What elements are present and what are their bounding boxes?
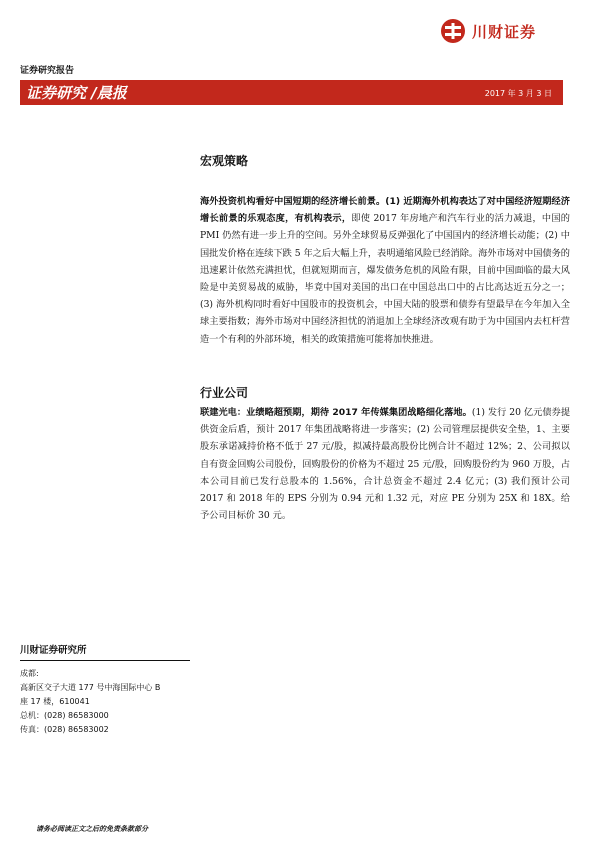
address-line: 高新区交子大道 177 号中海国际中心 B	[20, 683, 161, 692]
address-line: 座 17 楼，610041	[20, 697, 90, 706]
section-body-macro	[200, 193, 570, 348]
footer-disclaimer: 请务必阅读正文之后的免责条款部分	[36, 825, 148, 833]
brand-logo	[440, 16, 575, 46]
banner-accent	[560, 80, 563, 105]
banner-title: 证券研究 /晨报	[26, 84, 127, 102]
address-line: 成都:	[20, 669, 39, 678]
brand-name: 川财证券	[472, 22, 537, 41]
section-text-industry: (1) 发行 20 亿元债券提供资金后盾，预计 2017 年集团战略将进一步落实；(2) 公司管理层提供安全垫，1、主要股东承诺减持价格不低于 27 元/股，拟减持最高股份比例合计不超过 12%；2、公司拟以自有资金回购公司股份，回购股份的价格为不超过 25 元/股，回购股份约为 960 万股，占本公司目前已发行总股本的 1.56%，合计总资金不超过 2.4 亿元；(3) 我们预计公司 2017 和 2018 年的 EPS 分别为 0.94 元和 1.32 元，对应 PE 分别为 25X 和 18X。给予公司目标价 30 元。	[200, 407, 571, 522]
section-text-macro: 即使 2017 年房地产和汽车行业的活力减退，中国的 PMI 仍然有进一步上升的空间。另外全球贸易反弹强化了中国国内的经济增长动能；(2) 中国批发价格在连续下跌 5 年之后大幅上升，表明通缩风险已经消除。海外市场对中国债务的迅速累计依然充满担忧，但就短期而言，爆发债务危机的风险有限，目前中国面临的最大风险是中美贸易战的威胁，毕竟中国对美国的出口在中国总出口中的占比高达近五分之一；(3) 海外机构同时看好中国股市的投资机会，中国大陆的股票和债券有望最早在今年加入全球主要指数；海外市场对中国经济担忧的消退加上全球经济改观有助于为中国国内去杠杆营造一个有利的外部环境，相关的政策措施可能将加快推进。	[200, 213, 570, 345]
section-lead-industry: 联建光电：业绩略超预期，期待 2017 年传媒集团战略细化落地。	[200, 407, 472, 418]
section-body-industry	[200, 404, 570, 524]
section-heading-industry: 行业公司	[200, 386, 249, 400]
institute-address	[20, 667, 200, 737]
header-banner	[20, 80, 560, 105]
institute-divider	[20, 660, 190, 661]
section-heading-macro: 宏观策略	[200, 154, 249, 168]
brand-logo-icon	[440, 18, 466, 44]
fax-line: 传真：(028) 86583002	[20, 725, 109, 734]
report-date: 2017 年 3 月 3 日	[484, 89, 552, 98]
section-lead-macro: 海外投资机构看好中国短期的经济增长前景。(1) 近期海外机构表达了对中国经济短期经济增长前景的乐观态度，有机构表示，	[200, 196, 570, 225]
phone-line: 总机：(028) 86583000	[20, 711, 109, 720]
institute-name: 川财证券研究所	[20, 645, 87, 656]
report-type-label: 证券研究报告	[20, 66, 75, 76]
